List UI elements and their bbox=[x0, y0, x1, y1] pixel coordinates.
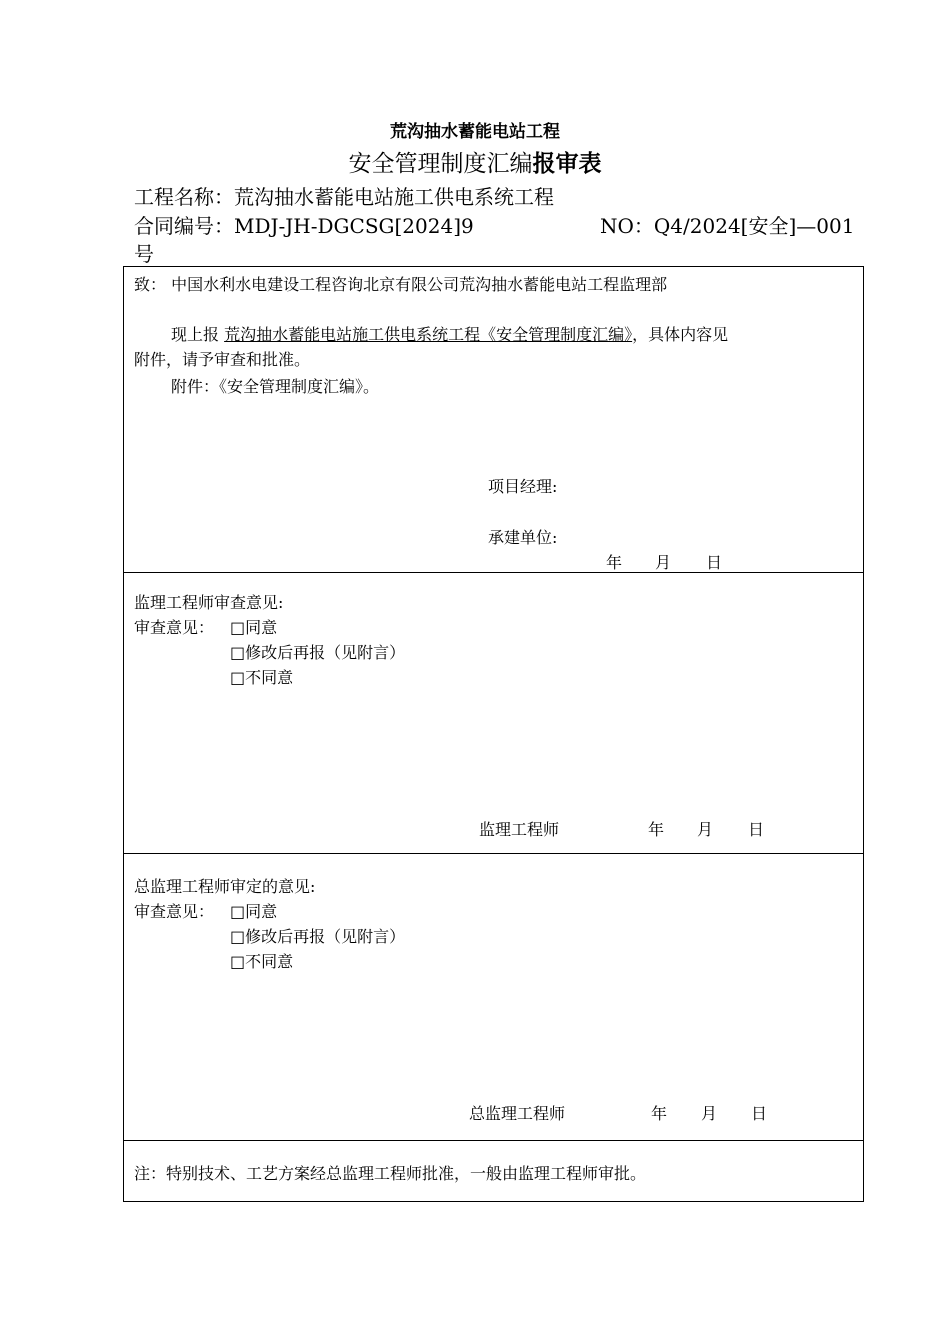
contract-number: MDJ-JH-DGCSG[2024]9 bbox=[234, 214, 474, 238]
engineer-review-section bbox=[123, 572, 864, 854]
project-name-label: 工程名称： bbox=[134, 185, 234, 209]
chief-option-agree[interactable]: □同意 bbox=[230, 902, 278, 921]
addressee-label: 致： bbox=[134, 275, 167, 294]
chief-review-section bbox=[123, 853, 864, 1141]
project-name-value: 荒沟抽水蓄能电站施工供电系统工程 bbox=[234, 185, 554, 209]
serial-label: NO： bbox=[600, 214, 654, 238]
chief-option-revise[interactable]: □修改后再报（见附言） bbox=[230, 927, 406, 946]
engineer-option-agree[interactable]: □同意 bbox=[230, 618, 278, 637]
note-section bbox=[123, 1140, 864, 1202]
contract-label: 合同编号： bbox=[134, 214, 234, 238]
engineer-option-revise[interactable]: □修改后再报（见附言） bbox=[230, 643, 406, 662]
addressee: 中国水利水电建设工程咨询北京有限公司荒沟抽水蓄能电站工程监理部 bbox=[171, 275, 668, 294]
date-month: 月 bbox=[655, 553, 672, 572]
engineer-signer: 监理工程师 bbox=[479, 820, 560, 839]
date-year: 年 bbox=[606, 553, 623, 572]
form-title bbox=[0, 145, 950, 178]
engineer-review-heading: 监理工程师审查意见: bbox=[134, 593, 284, 612]
body-prefix: 现上报 bbox=[171, 325, 220, 344]
submission-body bbox=[171, 322, 728, 345]
project-heading: 荒沟抽水蓄能电站工程 bbox=[390, 122, 560, 142]
chief-date-day: 日 bbox=[751, 1104, 768, 1123]
serial-suffix: 号 bbox=[134, 242, 154, 266]
project-manager-label: 项目经理: bbox=[488, 477, 558, 496]
engineer-date-day: 日 bbox=[748, 820, 765, 839]
engineer-date-year: 年 bbox=[648, 820, 665, 839]
project-name-row bbox=[134, 181, 554, 210]
submitted-document: 荒沟抽水蓄能电站施工供电系统工程《安全管理制度汇编》 bbox=[224, 325, 633, 344]
form-title-normal: 安全管理制度汇编 bbox=[348, 151, 533, 177]
serial-value: Q4/2024[安全]—001 bbox=[653, 214, 855, 238]
chief-opinion-label: 审查意见： bbox=[134, 902, 215, 921]
footnote: 注：特别技术、工艺方案经总监理工程师批准，一般由监理工程师审批。 bbox=[134, 1164, 647, 1183]
chief-signer: 总监理工程师 bbox=[469, 1104, 566, 1123]
chief-review-heading: 总监理工程师审定的意见: bbox=[134, 877, 316, 896]
attachment-line: 附件：《安全管理制度汇编》。 bbox=[171, 377, 380, 396]
engineer-date-month: 月 bbox=[697, 820, 714, 839]
submission-section bbox=[123, 266, 864, 573]
body-suffix: ，具体内容见 bbox=[632, 325, 729, 344]
date-day: 日 bbox=[706, 553, 723, 572]
engineer-opinion-label: 审查意见： bbox=[134, 618, 215, 637]
contract-row bbox=[134, 210, 474, 239]
chief-date-year: 年 bbox=[651, 1104, 668, 1123]
engineer-option-disagree[interactable]: □不同意 bbox=[230, 668, 294, 687]
serial-number bbox=[600, 210, 854, 239]
form-title-bold: 报审表 bbox=[532, 150, 602, 177]
chief-date-month: 月 bbox=[701, 1104, 718, 1123]
addressee-row bbox=[134, 272, 667, 295]
submission-body-line2: 附件，请予审查和批准。 bbox=[134, 350, 311, 369]
chief-option-disagree[interactable]: □不同意 bbox=[230, 952, 294, 971]
contractor-label: 承建单位: bbox=[488, 528, 558, 547]
